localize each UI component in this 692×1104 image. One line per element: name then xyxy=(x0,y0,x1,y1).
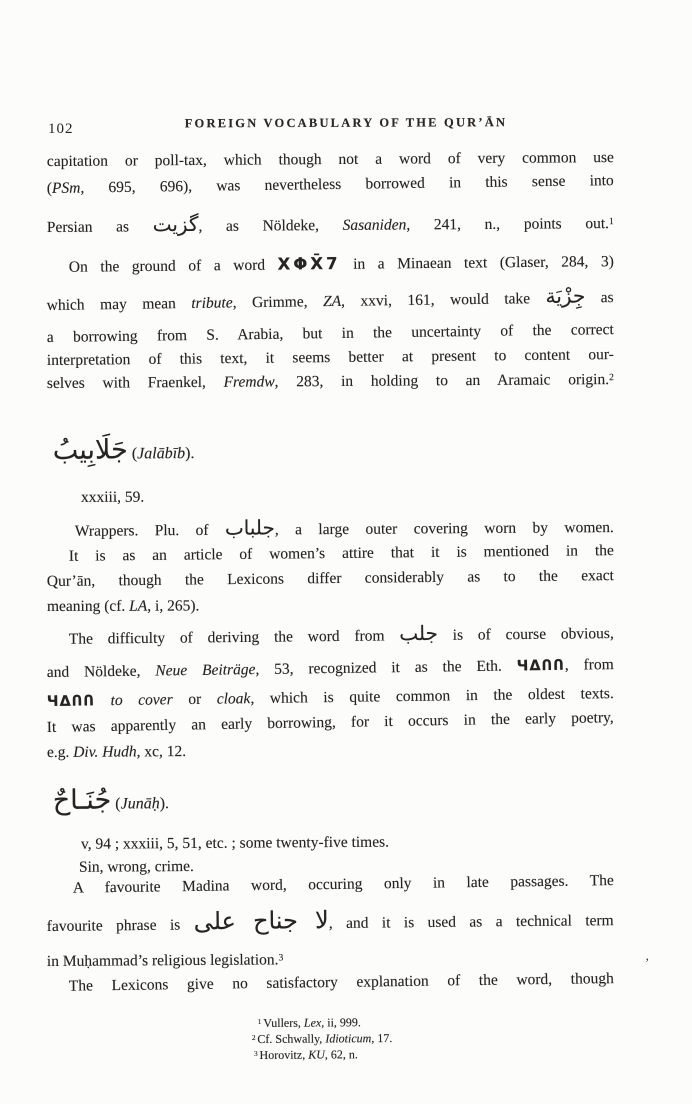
junah-paragraph xyxy=(46,872,614,998)
jalabib-paragraph-2 xyxy=(47,544,614,619)
page-number: 102 xyxy=(48,121,74,137)
text-line-with-old-south-arabian: On the ground of a word XΦX̄7 in a Minaean text (Glaser, 284, 3) xyxy=(68,253,614,276)
text-line: interpretation of this text, it seems better at present to content our- xyxy=(46,346,614,370)
intro-paragraph-1 xyxy=(47,149,614,253)
junah-headword-line: جُنَـاحٌ (Junāḥ). xyxy=(52,784,170,816)
jalabib-paragraph-3 xyxy=(47,620,614,765)
text-line: in Muḥammad’s religious legislation.$^3$ xyxy=(46,951,284,971)
text-line: a borrowing from S. Arabia, but in the uncertainty of the correct xyxy=(46,321,614,347)
jalabib-reference-line: xxxiii, 59. xyxy=(80,488,145,506)
footnote-2: $^2$ Cf. Schwally, Idioticum, 17. xyxy=(251,1031,393,1046)
text-line-with-arabic: The difficulty of deriving the word from جلب is of course obvious, xyxy=(68,620,614,648)
text-line: The Lexicons give no satisfactory explanation of the word, though xyxy=(68,970,614,995)
text-line: A favourite Madina word, occuring only in late passages. The xyxy=(72,872,614,897)
text-line: selves with Fraenkel, Fremdw, 283, in holding to an Aramaic origin.$^2$ xyxy=(46,371,614,393)
text-line: Qur’ān, though the Lexicons differ considerably as to the exact xyxy=(46,567,614,591)
text-line: It is as an article of women’s attire that it is mentioned in the xyxy=(68,542,614,565)
text-line: capitation or poll-tax, which though not a word of very common use xyxy=(46,149,614,171)
text-line: meaning (cf. LA, i, 265). xyxy=(46,597,200,615)
jalabib-gloss-line: Wrappers. Plu. of جلباب, a large outer covering worn by women. xyxy=(74,515,614,540)
footnote-3: $^3$ Horovitz, KU, 62, n. xyxy=(253,1047,358,1062)
junah-gloss-line: Sin, wrong, crime. xyxy=(78,857,194,876)
intro-paragraph-2 xyxy=(47,252,614,398)
entry-junah xyxy=(47,778,614,879)
entry-jalabib xyxy=(47,428,614,551)
text-line: It was apparently an early borrowing, for it occurs in the early poetry, xyxy=(46,709,614,737)
text-line-with-ethiopic: and Nöldeke, Neue Beiträge, 53, recognized it as the Eth. ЧΔՈՈ, from xyxy=(46,656,614,682)
text-line-with-arabic: which may mean tribute, Grimme, ZA, xxvi, 161, would take جِزْيَة as xyxy=(46,283,614,315)
footnote-1: $^1$ Vullers, Lex, ii, 999. xyxy=(257,1015,361,1030)
footnotes xyxy=(252,1015,393,1064)
text-line-with-arabic-phrase: favourite phrase is لا جناح على, and it is used as a technical term xyxy=(46,906,614,936)
stray-scan-mark: ’ xyxy=(645,955,650,970)
running-header-title: FOREIGN VOCABULARY OF THE QUR’ĀN xyxy=(184,115,508,131)
text-line: (PSm, 695, 696), was nevertheless borrowed in this sense into xyxy=(46,172,614,198)
junah-reference-line: v, 94 ; xxxiii, 5, 51, etc. ; some twenty-five times. xyxy=(80,833,390,853)
text-line-with-arabic: Persian as گزيت, as Nöldeke, Sasaniden, 241, n., points out.$^1$ xyxy=(46,211,614,237)
jalabib-headword-line: جَلَابِيبُ (Jalābīb). xyxy=(52,434,195,466)
text-line: e.g. Div. Hudh, xc, 12. xyxy=(46,743,187,762)
text-line-with-ethiopic: ЧΔՈՈ to cover or cloak, which is quite common in the oldest texts. xyxy=(46,685,614,711)
